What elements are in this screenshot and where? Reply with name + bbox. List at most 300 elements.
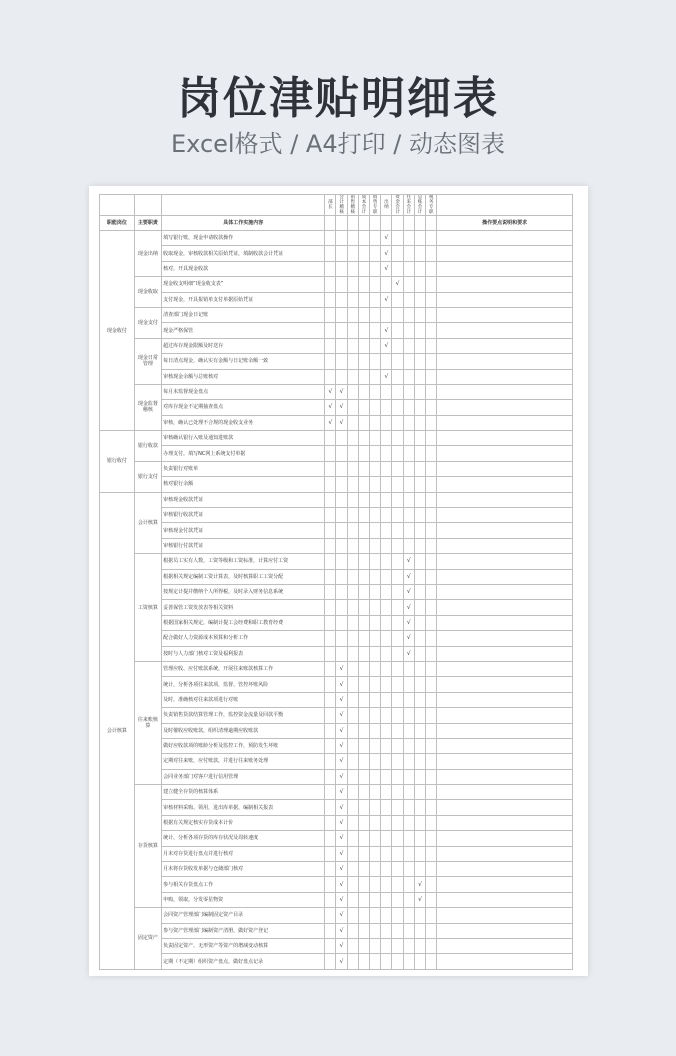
check-cell bbox=[392, 446, 403, 461]
check-cell bbox=[426, 708, 437, 723]
header-blank bbox=[381, 216, 392, 231]
check-cell bbox=[426, 738, 437, 753]
check-cell bbox=[414, 923, 425, 938]
check-cell bbox=[358, 785, 369, 800]
check-cell: √ bbox=[381, 231, 392, 246]
check-cell bbox=[370, 538, 381, 553]
check-cell bbox=[325, 723, 336, 738]
check-cell bbox=[347, 661, 358, 676]
duty-cell: 银行收款 bbox=[134, 431, 162, 462]
check-cell bbox=[358, 862, 369, 877]
check-cell bbox=[414, 231, 425, 246]
check-cell bbox=[426, 523, 437, 538]
check-cell bbox=[392, 384, 403, 399]
header-blank bbox=[162, 195, 325, 216]
check-cell bbox=[347, 708, 358, 723]
task-cell: 负责销售货款结算管理工作，监控资金流量及回款平衡 bbox=[162, 708, 325, 723]
header-blank bbox=[100, 195, 135, 216]
check-cell bbox=[426, 492, 437, 507]
check-cell bbox=[358, 277, 369, 292]
check-cell bbox=[426, 584, 437, 599]
task-cell: 审核现金收款凭证 bbox=[162, 492, 325, 507]
check-cell bbox=[370, 584, 381, 599]
remark-cell bbox=[437, 415, 573, 430]
check-cell: √ bbox=[336, 769, 347, 784]
check-cell bbox=[403, 846, 414, 861]
table-row bbox=[100, 569, 573, 584]
check-cell bbox=[392, 554, 403, 569]
check-cell bbox=[426, 354, 437, 369]
check-cell bbox=[414, 600, 425, 615]
remark-cell bbox=[437, 923, 573, 938]
check-cell bbox=[403, 954, 414, 969]
table-row bbox=[100, 892, 573, 907]
task-cell: 妥善保管工资发放表等相关资料 bbox=[162, 600, 325, 615]
check-cell bbox=[325, 554, 336, 569]
check-cell bbox=[325, 508, 336, 523]
check-cell bbox=[325, 800, 336, 815]
check-cell bbox=[347, 631, 358, 646]
check-cell bbox=[403, 354, 414, 369]
task-cell: 收取现金，审核收款相关原始凭证，填制收款会计凭证 bbox=[162, 246, 325, 261]
check-cell bbox=[358, 323, 369, 338]
check-cell bbox=[392, 661, 403, 676]
check-cell bbox=[370, 554, 381, 569]
check-cell bbox=[426, 477, 437, 492]
check-cell bbox=[336, 615, 347, 630]
check-cell bbox=[370, 492, 381, 507]
check-cell bbox=[370, 461, 381, 476]
check-cell bbox=[381, 708, 392, 723]
check-cell bbox=[381, 831, 392, 846]
role-header: 销售稽核 bbox=[347, 195, 358, 216]
check-cell bbox=[325, 661, 336, 676]
check-cell bbox=[347, 846, 358, 861]
check-cell bbox=[426, 461, 437, 476]
duty-cell: 现金收取 bbox=[134, 277, 162, 308]
task-cell: 月末对存货进行盘点并进行核对 bbox=[162, 846, 325, 861]
check-cell bbox=[426, 831, 437, 846]
check-cell bbox=[403, 400, 414, 415]
check-cell bbox=[392, 538, 403, 553]
check-cell bbox=[347, 446, 358, 461]
remark-cell bbox=[437, 431, 573, 446]
check-cell bbox=[370, 523, 381, 538]
check-cell bbox=[347, 554, 358, 569]
check-cell bbox=[358, 923, 369, 938]
task-cell: 现金收支明细“现金收支表” bbox=[162, 277, 325, 292]
check-cell bbox=[426, 815, 437, 830]
duty-cell: 往来账核算 bbox=[134, 661, 162, 784]
check-cell: √ bbox=[403, 615, 414, 630]
check-cell bbox=[403, 754, 414, 769]
check-cell bbox=[414, 954, 425, 969]
table-row bbox=[100, 938, 573, 953]
check-cell bbox=[426, 246, 437, 261]
check-cell bbox=[392, 261, 403, 276]
check-cell: √ bbox=[403, 554, 414, 569]
check-cell: √ bbox=[381, 369, 392, 384]
task-cell: 现金严格保管 bbox=[162, 323, 325, 338]
check-cell bbox=[392, 769, 403, 784]
check-cell bbox=[336, 261, 347, 276]
check-cell bbox=[426, 615, 437, 630]
check-cell bbox=[403, 908, 414, 923]
check-cell: √ bbox=[336, 831, 347, 846]
check-cell bbox=[381, 461, 392, 476]
remark-cell bbox=[437, 384, 573, 399]
task-cell: 管理应收、应付账款系统，开展往来账款核算工作 bbox=[162, 661, 325, 676]
check-cell: √ bbox=[336, 800, 347, 815]
check-cell: √ bbox=[336, 738, 347, 753]
header-blank bbox=[336, 216, 347, 231]
header-blank bbox=[392, 216, 403, 231]
check-cell bbox=[325, 892, 336, 907]
check-cell bbox=[336, 246, 347, 261]
task-cell: 填写银行账，现金申请收款操作 bbox=[162, 231, 325, 246]
check-cell bbox=[392, 600, 403, 615]
check-cell bbox=[392, 369, 403, 384]
check-cell bbox=[370, 231, 381, 246]
check-cell bbox=[347, 415, 358, 430]
check-cell bbox=[392, 785, 403, 800]
check-cell bbox=[347, 600, 358, 615]
duty-cell: 会计核算 bbox=[134, 492, 162, 554]
check-cell bbox=[325, 569, 336, 584]
check-cell bbox=[358, 508, 369, 523]
table-row bbox=[100, 400, 573, 415]
check-cell bbox=[414, 785, 425, 800]
table-row bbox=[100, 584, 573, 599]
check-cell bbox=[358, 584, 369, 599]
remark-cell bbox=[437, 892, 573, 907]
check-cell bbox=[325, 338, 336, 353]
task-cell: 申购，领取，分发零星物资 bbox=[162, 892, 325, 907]
check-cell bbox=[381, 862, 392, 877]
check-cell bbox=[347, 431, 358, 446]
task-cell: 审核确认银行入账及通知进账款 bbox=[162, 431, 325, 446]
check-cell: √ bbox=[381, 323, 392, 338]
check-cell bbox=[370, 384, 381, 399]
check-cell bbox=[381, 908, 392, 923]
header-blank bbox=[325, 216, 336, 231]
remark-cell bbox=[437, 908, 573, 923]
remark-cell bbox=[437, 877, 573, 892]
check-cell bbox=[426, 692, 437, 707]
check-cell bbox=[414, 477, 425, 492]
remark-cell bbox=[437, 846, 573, 861]
check-cell bbox=[392, 323, 403, 338]
check-cell: √ bbox=[403, 584, 414, 599]
check-cell bbox=[392, 246, 403, 261]
check-cell bbox=[336, 323, 347, 338]
check-cell bbox=[414, 708, 425, 723]
check-cell bbox=[392, 415, 403, 430]
remark-cell bbox=[437, 277, 573, 292]
task-cell: 根据国家相关规定，编制计提工会经费和职工教育经费 bbox=[162, 615, 325, 630]
check-cell bbox=[414, 277, 425, 292]
check-cell bbox=[370, 631, 381, 646]
check-cell: √ bbox=[336, 877, 347, 892]
check-cell: √ bbox=[336, 415, 347, 430]
check-cell bbox=[347, 292, 358, 307]
task-cell: 审核银行付款凭证 bbox=[162, 538, 325, 553]
check-cell bbox=[347, 754, 358, 769]
check-cell bbox=[347, 492, 358, 507]
remark-cell bbox=[437, 600, 573, 615]
check-cell bbox=[403, 738, 414, 753]
check-cell: √ bbox=[392, 277, 403, 292]
remark-cell bbox=[437, 508, 573, 523]
check-cell bbox=[414, 661, 425, 676]
check-cell bbox=[392, 923, 403, 938]
task-cell: 根据相关规定编制工资计算表，及时核算职工工资分配 bbox=[162, 569, 325, 584]
check-cell bbox=[381, 384, 392, 399]
table-row bbox=[100, 538, 573, 553]
check-cell bbox=[347, 862, 358, 877]
check-cell bbox=[403, 877, 414, 892]
duty-cell: 现金出纳 bbox=[134, 231, 162, 277]
remark-cell bbox=[437, 723, 573, 738]
remark-cell bbox=[437, 692, 573, 707]
task-cell: 超过库存现金限额及时送存 bbox=[162, 338, 325, 353]
check-cell bbox=[347, 677, 358, 692]
check-cell bbox=[347, 738, 358, 753]
table-row bbox=[100, 846, 573, 861]
task-cell: 审核银行收款凭证 bbox=[162, 508, 325, 523]
check-cell bbox=[358, 692, 369, 707]
check-cell bbox=[358, 369, 369, 384]
check-cell bbox=[370, 246, 381, 261]
check-cell bbox=[426, 277, 437, 292]
check-cell bbox=[414, 307, 425, 322]
check-cell bbox=[370, 723, 381, 738]
remark-cell bbox=[437, 461, 573, 476]
remark-cell bbox=[437, 769, 573, 784]
table-row bbox=[100, 785, 573, 800]
check-cell bbox=[358, 877, 369, 892]
check-cell bbox=[414, 446, 425, 461]
table-row bbox=[100, 492, 573, 507]
role-header: 税务专职 bbox=[426, 195, 437, 216]
table-row bbox=[100, 615, 573, 630]
check-cell bbox=[347, 477, 358, 492]
check-cell bbox=[347, 892, 358, 907]
table-row bbox=[100, 769, 573, 784]
check-cell bbox=[414, 908, 425, 923]
check-cell bbox=[403, 892, 414, 907]
check-cell bbox=[414, 461, 425, 476]
remark-cell bbox=[437, 292, 573, 307]
check-cell bbox=[392, 431, 403, 446]
check-cell bbox=[392, 754, 403, 769]
check-cell bbox=[426, 292, 437, 307]
check-cell bbox=[426, 554, 437, 569]
check-cell bbox=[370, 800, 381, 815]
check-cell bbox=[403, 831, 414, 846]
check-cell bbox=[325, 692, 336, 707]
task-cell: 审核现金余额与总账核对 bbox=[162, 369, 325, 384]
check-cell: √ bbox=[381, 261, 392, 276]
table-row bbox=[100, 708, 573, 723]
check-cell bbox=[358, 815, 369, 830]
check-cell bbox=[381, 523, 392, 538]
check-cell: √ bbox=[336, 661, 347, 676]
check-cell bbox=[370, 877, 381, 892]
role-header: 销售专职 bbox=[370, 195, 381, 216]
check-cell bbox=[336, 354, 347, 369]
task-cell: 定期对往来账，应付账款，并进行往来账务处理 bbox=[162, 754, 325, 769]
check-cell bbox=[347, 400, 358, 415]
check-cell: √ bbox=[381, 246, 392, 261]
task-cell: 对库存现金不定期抽查盘点 bbox=[162, 400, 325, 415]
task-cell: 会同资产管理部门编制固定资产目录 bbox=[162, 908, 325, 923]
check-cell bbox=[325, 584, 336, 599]
check-cell bbox=[403, 261, 414, 276]
remark-cell bbox=[437, 677, 573, 692]
check-cell bbox=[325, 354, 336, 369]
check-cell bbox=[426, 846, 437, 861]
check-cell bbox=[403, 292, 414, 307]
check-cell bbox=[358, 307, 369, 322]
check-cell bbox=[414, 569, 425, 584]
check-cell bbox=[358, 738, 369, 753]
remark-cell bbox=[437, 307, 573, 322]
check-cell bbox=[347, 246, 358, 261]
check-cell bbox=[325, 877, 336, 892]
check-cell bbox=[403, 769, 414, 784]
check-cell bbox=[381, 554, 392, 569]
check-cell bbox=[403, 815, 414, 830]
check-cell bbox=[414, 769, 425, 784]
header-blank bbox=[347, 216, 358, 231]
check-cell bbox=[347, 800, 358, 815]
table-row bbox=[100, 277, 573, 292]
check-cell bbox=[325, 446, 336, 461]
check-cell bbox=[403, 461, 414, 476]
task-cell: 根据员工实有人数，工资等级和工资标准，计算应付工资 bbox=[162, 554, 325, 569]
check-cell bbox=[414, 692, 425, 707]
table-role-header-row bbox=[100, 195, 573, 216]
check-cell bbox=[414, 338, 425, 353]
check-cell: √ bbox=[336, 938, 347, 953]
check-cell bbox=[347, 938, 358, 953]
duty-cell: 银行支付 bbox=[134, 461, 162, 492]
check-cell bbox=[325, 862, 336, 877]
check-cell bbox=[347, 231, 358, 246]
check-cell: √ bbox=[336, 708, 347, 723]
check-cell bbox=[347, 461, 358, 476]
check-cell bbox=[381, 446, 392, 461]
check-cell: √ bbox=[336, 923, 347, 938]
check-cell bbox=[392, 584, 403, 599]
check-cell bbox=[358, 261, 369, 276]
check-cell bbox=[358, 600, 369, 615]
check-cell: √ bbox=[325, 415, 336, 430]
check-cell bbox=[347, 569, 358, 584]
check-cell bbox=[370, 708, 381, 723]
check-cell bbox=[358, 831, 369, 846]
category-cell: 会计核算 bbox=[100, 492, 135, 969]
table-row bbox=[100, 954, 573, 969]
check-cell bbox=[336, 523, 347, 538]
check-cell bbox=[392, 477, 403, 492]
check-cell bbox=[336, 369, 347, 384]
table-row bbox=[100, 877, 573, 892]
check-cell bbox=[392, 708, 403, 723]
check-cell bbox=[325, 908, 336, 923]
check-cell bbox=[358, 661, 369, 676]
check-cell: √ bbox=[336, 892, 347, 907]
check-cell bbox=[426, 338, 437, 353]
check-cell bbox=[370, 277, 381, 292]
check-cell bbox=[426, 631, 437, 646]
check-cell: √ bbox=[403, 646, 414, 661]
check-cell bbox=[325, 492, 336, 507]
check-cell bbox=[403, 723, 414, 738]
table-row bbox=[100, 815, 573, 830]
check-cell: √ bbox=[336, 677, 347, 692]
check-cell bbox=[358, 231, 369, 246]
task-cell: 负责固定资产、无形资产等资产的增减变动核算 bbox=[162, 938, 325, 953]
check-cell bbox=[370, 661, 381, 676]
check-cell bbox=[325, 923, 336, 938]
check-cell bbox=[347, 692, 358, 707]
check-cell bbox=[392, 692, 403, 707]
check-cell bbox=[426, 661, 437, 676]
check-cell bbox=[392, 292, 403, 307]
check-cell bbox=[414, 615, 425, 630]
check-cell bbox=[392, 677, 403, 692]
check-cell bbox=[370, 338, 381, 353]
check-cell: √ bbox=[336, 400, 347, 415]
remark-cell bbox=[437, 631, 573, 646]
check-cell bbox=[392, 862, 403, 877]
check-cell bbox=[358, 908, 369, 923]
check-cell bbox=[325, 369, 336, 384]
check-cell bbox=[426, 323, 437, 338]
check-cell: √ bbox=[403, 631, 414, 646]
check-cell bbox=[414, 938, 425, 953]
check-cell bbox=[426, 646, 437, 661]
task-cell: 支付现金，开具报销单支付单据原始凭证 bbox=[162, 292, 325, 307]
check-cell bbox=[347, 523, 358, 538]
check-cell bbox=[392, 461, 403, 476]
check-cell bbox=[426, 307, 437, 322]
check-cell: √ bbox=[381, 292, 392, 307]
task-cell: 每日清点现金，确认实有金额与日记账余额一致 bbox=[162, 354, 325, 369]
check-cell bbox=[381, 723, 392, 738]
remark-cell bbox=[437, 862, 573, 877]
check-cell bbox=[392, 400, 403, 415]
remark-cell bbox=[437, 938, 573, 953]
table-row bbox=[100, 723, 573, 738]
category-cell: 现金收付 bbox=[100, 231, 135, 431]
check-cell bbox=[347, 384, 358, 399]
check-cell bbox=[358, 846, 369, 861]
check-cell bbox=[392, 631, 403, 646]
check-cell bbox=[370, 400, 381, 415]
check-cell bbox=[358, 431, 369, 446]
check-cell bbox=[403, 477, 414, 492]
check-cell bbox=[381, 415, 392, 430]
check-cell: √ bbox=[336, 723, 347, 738]
check-cell bbox=[381, 815, 392, 830]
check-cell bbox=[325, 815, 336, 830]
check-cell bbox=[392, 523, 403, 538]
check-cell bbox=[414, 246, 425, 261]
check-cell bbox=[347, 277, 358, 292]
